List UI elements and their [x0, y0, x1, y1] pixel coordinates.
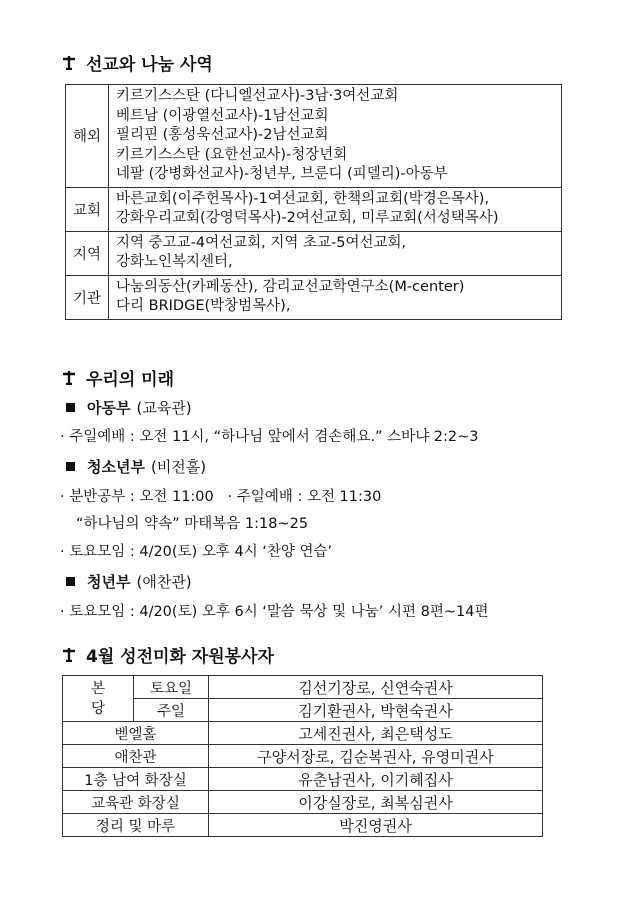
- volunteer-place: 1층 남여 화장실: [63, 768, 209, 791]
- list-item: 강화노인복지센터,: [116, 254, 233, 270]
- future-title: 우리의 미래: [86, 370, 175, 390]
- table-row: [63, 745, 543, 768]
- mission-row-church: [66, 187, 562, 231]
- youth-saturday: · 토요모임 : 4/20(토) 오후 4시 ‘찬양 연습’: [60, 544, 333, 560]
- category-overseas: 해외: [66, 85, 109, 188]
- mission-row-content: [109, 187, 562, 231]
- young-adults-heading: [66, 571, 192, 592]
- volunteer-place: 교육관 화장실: [63, 791, 209, 814]
- list-item: 네팔 (강병화선교사)-청년부, 브룬디 (피델리)-아동부: [116, 166, 448, 182]
- table-row: [63, 768, 543, 791]
- volunteer-names: 유춘남권사, 이기혜집사: [209, 768, 543, 791]
- table-row: [63, 676, 543, 699]
- young-adults-dept-name: 청년부: [87, 573, 131, 591]
- category-region: 지역: [66, 231, 109, 275]
- children-worship: · 주일예배 : 오전 11시, “하나님 앞에서 겸손해요.” 스바냐 2:2~3: [60, 429, 479, 445]
- volunteers-section-title: [62, 642, 274, 667]
- mission-row-region: [66, 231, 562, 275]
- children-heading: [66, 397, 192, 418]
- mission-row-content: [109, 275, 562, 319]
- square-bullet-icon: [66, 403, 75, 412]
- table-row: [63, 722, 543, 745]
- list-item: 키르기스스탄 (요한선교사)-청장년회: [116, 146, 348, 163]
- list-item: 베트남 (이광열선교사)-1남선교회: [116, 107, 329, 124]
- volunteer-place: 토요일: [134, 676, 209, 699]
- volunteer-names: 고세진권사, 최은택성도: [209, 722, 543, 745]
- youth-heading: [66, 456, 206, 477]
- youth-schedule: · 분반공부 : 오전 11:00 · 주일예배 : 오전 11:30: [60, 489, 382, 505]
- list-item: 지역 중고교-4여선교회, 지역 초교-5여선교회,: [116, 234, 407, 251]
- table-row: [63, 791, 543, 814]
- volunteer-place: 주일: [134, 699, 209, 722]
- volunteer-names: 박진영권사: [209, 814, 543, 837]
- cross-icon: [62, 647, 76, 662]
- children-dept-name: 아동부: [87, 399, 131, 417]
- category-institution: 기관: [66, 275, 109, 319]
- volunteers-title: 4월 성전미화 자원봉사자: [86, 647, 274, 667]
- mission-row-content: [109, 231, 562, 275]
- list-item: 필리핀 (홍성욱선교사)-2남선교회: [116, 127, 329, 143]
- cross-icon: [62, 370, 76, 385]
- mission-row-content: [109, 85, 562, 188]
- square-bullet-icon: [66, 462, 75, 471]
- youth-sermon: “하나님의 약속” 마태복음 1:18~25: [76, 516, 309, 532]
- youth-dept-place: (비전홀): [150, 458, 207, 476]
- children-dept-place: (교육관): [136, 399, 192, 417]
- mission-row-overseas: [66, 85, 562, 188]
- square-bullet-icon: [66, 577, 75, 586]
- mission-title: 선교와 나눔 사역: [86, 55, 213, 75]
- table-row: [63, 699, 543, 722]
- list-item: 강화우리교회(강영덕목사)-2여선교회, 미루교회(서성택목사): [116, 210, 499, 226]
- future-section-title: [62, 365, 174, 390]
- volunteer-names: 이강실장로, 최복심권사: [209, 791, 543, 814]
- volunteer-names: 김선기장로, 신연숙권사: [209, 676, 543, 699]
- list-item: 나눔의동산(카페동산), 감리교선교학연구소(M-center): [116, 278, 465, 295]
- list-item: 키르기스스탄 (다니엘선교사)-3남·3여선교회: [116, 88, 399, 104]
- volunteer-place: 애찬관: [63, 745, 209, 768]
- list-item: 바른교회(이주헌목사)-1여선교회, 한책의교회(박경은목사),: [116, 190, 490, 207]
- mission-row-institution: [66, 275, 562, 319]
- cross-icon: [62, 55, 76, 70]
- table-row: [63, 814, 543, 837]
- young-adults-dept-place: (애찬관): [136, 573, 192, 591]
- volunteer-place: 벧엘홀: [63, 722, 209, 745]
- youth-dept-name: 청소년부: [87, 458, 145, 476]
- main-hall-label: 본 당: [63, 676, 134, 722]
- volunteer-names: 구양서장로, 김순복권사, 유영미권사: [209, 745, 543, 768]
- volunteers-table: [62, 675, 543, 837]
- mission-table: [65, 84, 562, 320]
- list-item: 다리 BRIDGE(박창범목사),: [116, 298, 291, 314]
- young-adults-saturday: · 토요모임 : 4/20(토) 오후 6시 ‘말씀 묵상 및 나눔’ 시편 8편~14편: [60, 604, 489, 620]
- volunteer-place: 정리 및 마루: [63, 814, 209, 837]
- mission-section-title: [62, 50, 213, 75]
- category-church: 교회: [66, 187, 109, 231]
- volunteer-names: 김기환권사, 박현숙권사: [209, 699, 543, 722]
